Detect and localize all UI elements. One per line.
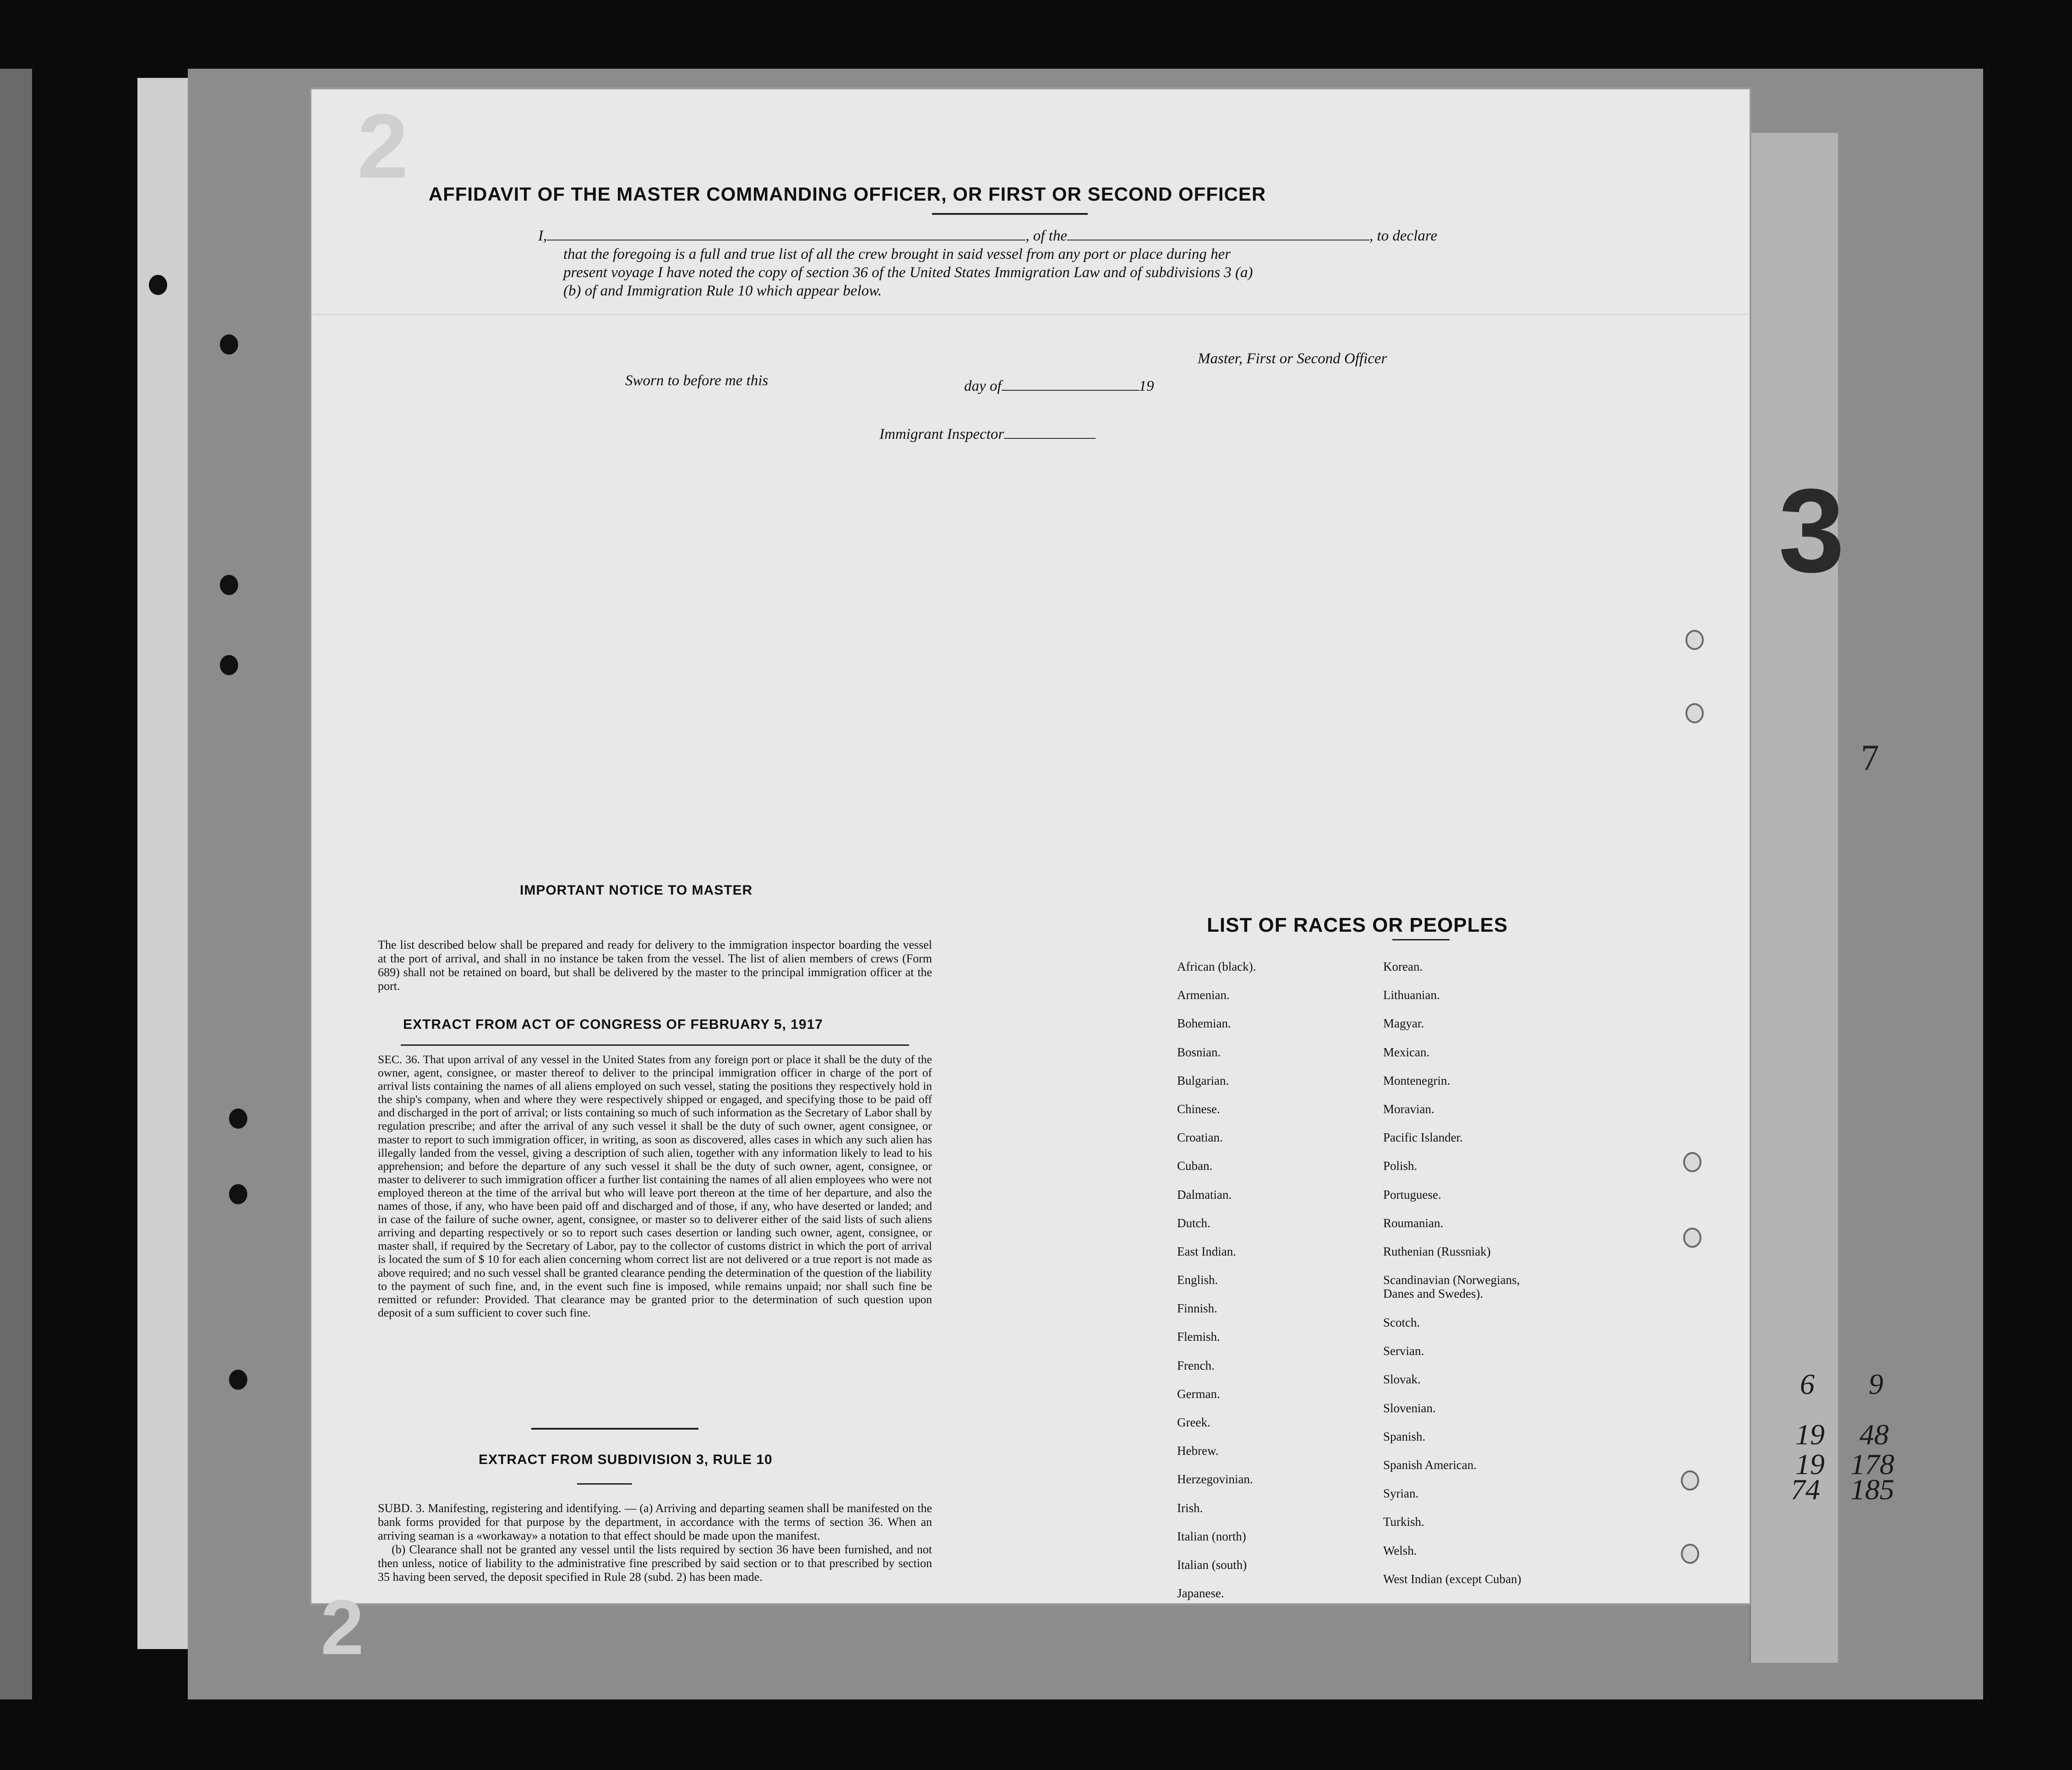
title-underline (932, 213, 1088, 215)
list-item: Spanish American. (1383, 1458, 1477, 1472)
master-signature-label: Master, First or Second Officer (1198, 350, 1387, 367)
punch-hole (220, 655, 238, 675)
sworn-date-line (964, 378, 1154, 395)
bleed-through-page-number: 2 (357, 95, 409, 197)
list-item: Greek. (1177, 1415, 1210, 1429)
list-item: Hebrew. (1177, 1444, 1219, 1458)
list-item: Portuguese. (1383, 1187, 1441, 1202)
races-title-underline (1392, 939, 1450, 940)
inspector-signature-line (879, 426, 1096, 443)
punch-hole (220, 575, 238, 595)
list-item: West Indian (except Cuban) (1383, 1572, 1521, 1586)
list-item: English. (1177, 1273, 1218, 1287)
punch-hole (1683, 1228, 1701, 1248)
section-rule (577, 1483, 632, 1485)
list-item: Italian (north) (1177, 1529, 1246, 1543)
punch-hole (1685, 703, 1704, 723)
affidavit-i: I, (538, 228, 547, 244)
margin-number: 48 (1859, 1418, 1889, 1451)
affidavit-title: AFFIDAVIT OF THE MASTER COMMANDING OFFICER, OR FIRST OR SECOND OFFICER (428, 183, 1266, 205)
races-list-left (1177, 960, 1256, 1615)
margin-number: 9 (1869, 1368, 1883, 1400)
inspector-blank (1004, 438, 1096, 439)
binder-strip (137, 78, 188, 1649)
list-item: Armenian. (1177, 988, 1230, 1002)
underlying-page-left (0, 69, 32, 1699)
affidavit-line-4: (b) of and Immigration Rule 10 which appear below. (563, 283, 882, 299)
list-item: Scandinavian (Norwegians, Danes and Swedes). (1383, 1273, 1520, 1301)
punch-hole (229, 1109, 247, 1129)
affidavit-line-2: that the foregoing is a full and true list of all the crew brought in said vessel from any port or place during her (563, 246, 1231, 262)
act-extract-text: SEC. 36. That upon arrival of any vessel in the United States from any foreign port or place it shall be the duty of the owner, agent, consignee, or master thereof to deliver to the principal immigration officer in charge of the port of arrival lists containing the names of all aliens employed on such vessel, stating the positions they respectively hold in the ship's company, when and where they were respectively shipped or engaged, and specifying those to be paid off and discharged in the port of arrival; or lists containing so much of such information as the Secretary of Labor shall by regulation prescribe; and after the arrival of any such vessel it shall be the duty of such owner, agent consignee, or master to report to such immigration officer, in writing, as soon as discovered, alles cases in which any such alien has illegally landed from the vessel, giving a description of such alien, together with any information likely to lead to his apprehension; and before the departure of any such vessel it shall be the duty of such owner, agent, consignee, or master to deliverer to such immigration officer a further list containing the names of all alien employees who were not employed thereon at the time of the arrival but who will leave port thereon at the time of her departure, and also the names of those, if any, who have been paid off and discharged and of those, if any, who have deserted or landed; and in case of the failure of suche owner, agent, consignee, or master so to deliverer either of the said lists of such aliens arriving and departing respectively or so to report such cases desertion or landing such owner, agent, consignee, or master shall, if required by the Secretary of Labor, pay to the collector of customs district in which the port of arrival is located the sum of $ 10 for each alien concerning whom correct list are not delivered or a true report is not made as above required; and no such vessel shall be granted clearance pending the determination of the question of the liability to the payment of such fine, and, in the event such fine is imposed, while remains unpaid; nor shall such fine be remitted or refunder: Provided. That clearance may be granted prior to the determination of such question upon deposit of a sum sufficient to cover such fine. (378, 1053, 932, 1319)
bleed-through-page-number: 2 (321, 1584, 364, 1671)
list-item: African (black). (1177, 960, 1256, 973)
margin-number: 19 (1795, 1448, 1825, 1480)
margin-number: 7 (1861, 738, 1879, 778)
list-item: Syrian. (1383, 1486, 1419, 1501)
bleed-through-rule (311, 314, 1750, 315)
notice-title: IMPORTANT NOTICE TO MASTER (520, 883, 753, 898)
list-item: Dutch. (1177, 1216, 1210, 1230)
list-item: Turkish. (1383, 1515, 1424, 1529)
rule-extract-text-a: SUBD. 3. Manifesting, registering and identifying. — (a) Arriving and departing seamen shall be manifested on the bank forms provided for that purpose by the department, in accordance with the terms of section 36. When an arriving seaman is a «workaway» a notation to that effect should be made upon the manifest. (378, 1502, 932, 1542)
list-item: Ruthenian (Russniak) (1383, 1244, 1491, 1258)
list-item: Chinese. (1177, 1102, 1220, 1116)
margin-number: 185 (1850, 1473, 1894, 1506)
affidavit-to-declare: , to declare (1369, 228, 1438, 244)
act-extract-title: EXTRACT FROM ACT OF CONGRESS OF FEBRUARY 5, 1917 (403, 1017, 823, 1032)
list-item: Italian (south) (1177, 1557, 1247, 1572)
punch-hole (149, 275, 167, 295)
list-item: Welsh. (1383, 1543, 1417, 1557)
notice-text: The list described below shall be prepared and ready for delivery to the immigration inspector boarding the vessel at the port of arrival, and shall in no instance be taken from the vessel. The list of alien members of crews (Form 689) shall not be retained on board, but shall be delivered by the master to the principal immigration officer at the port. (378, 938, 932, 993)
list-item: German. (1177, 1387, 1220, 1401)
punch-hole (220, 334, 238, 355)
list-item: Montenegrin. (1383, 1073, 1450, 1087)
list-item: French. (1177, 1358, 1215, 1372)
affidavit-line-1 (538, 228, 1437, 245)
list-item: Slovenian. (1383, 1401, 1436, 1415)
section-rule (531, 1428, 698, 1430)
list-item: Herzegovinian. (1177, 1472, 1253, 1486)
races-title: LIST OF RACES OR PEOPLES (1207, 914, 1508, 936)
list-item: Moravian. (1383, 1102, 1434, 1116)
list-item: Magyar. (1383, 1016, 1424, 1031)
races-list-right (1383, 960, 1521, 1601)
list-item: Bosnian. (1177, 1045, 1221, 1059)
list-item: Polish. (1383, 1159, 1418, 1173)
punch-hole (1681, 1470, 1699, 1491)
affidavit-of-the: , of the (1025, 228, 1067, 244)
list-item: Dalmatian. (1177, 1187, 1232, 1202)
affidavit-document (311, 89, 1750, 1671)
list-item: Flemish. (1177, 1330, 1220, 1344)
section-rule (401, 1044, 909, 1046)
day-blank (1002, 390, 1139, 391)
list-item: Pacific Islander. (1383, 1131, 1463, 1145)
margin-number: 3 (1778, 464, 1845, 597)
margin-number: 74 (1791, 1473, 1820, 1506)
sworn-label: Sworn to before me this (625, 372, 769, 389)
punch-hole (1685, 630, 1704, 650)
inspector-label: Immigrant Inspector (879, 426, 1004, 442)
list-item: Japanese. (1177, 1586, 1224, 1601)
list-item: Lithuanian. (1383, 988, 1440, 1002)
list-item: East Indian. (1177, 1244, 1236, 1258)
affidavit-line-3: present voyage I have noted the copy of section 36 of the United States Immigration Law and of subdivisions 3 (a) (563, 264, 1253, 281)
list-item: Slovak. (1383, 1372, 1421, 1387)
list-item: Bohemian. (1177, 1016, 1231, 1031)
margin-number: 178 (1850, 1448, 1894, 1480)
list-item: Bulgarian. (1177, 1073, 1229, 1087)
rule-extract-title: EXTRACT FROM SUBDIVISION 3, RULE 10 (479, 1452, 773, 1467)
day-of-label: day of (964, 378, 1002, 394)
list-item: Korean. (1383, 960, 1423, 973)
punch-hole (229, 1370, 247, 1390)
margin-number: 19 (1795, 1418, 1825, 1451)
list-item: Finnish. (1177, 1301, 1217, 1316)
list-item: Mexican. (1383, 1045, 1430, 1059)
rule-extract-text-b: (b) Clearance shall not be granted any vessel until the lists required by section 36 have been furnished, and not then unless, notice of liability to the administrative fine prescribed by said section or to that prescribed by section 35 having been served, the deposit specified in Rule 28 (subd. 2) has been made. (378, 1543, 932, 1584)
list-item: Scotch. (1383, 1316, 1420, 1330)
punch-hole (229, 1184, 247, 1204)
list-item: Roumanian. (1383, 1216, 1444, 1230)
year-prefix: 19 (1139, 378, 1154, 394)
margin-number: 6 (1800, 1368, 1815, 1400)
list-item: Irish. (1177, 1501, 1203, 1515)
list-item: Servian. (1383, 1344, 1424, 1358)
punch-hole (1681, 1544, 1699, 1564)
punch-hole (1683, 1152, 1701, 1172)
list-item: Spanish. (1383, 1429, 1426, 1443)
list-item: Cuban. (1177, 1159, 1213, 1173)
list-item: Croatian. (1177, 1131, 1223, 1145)
